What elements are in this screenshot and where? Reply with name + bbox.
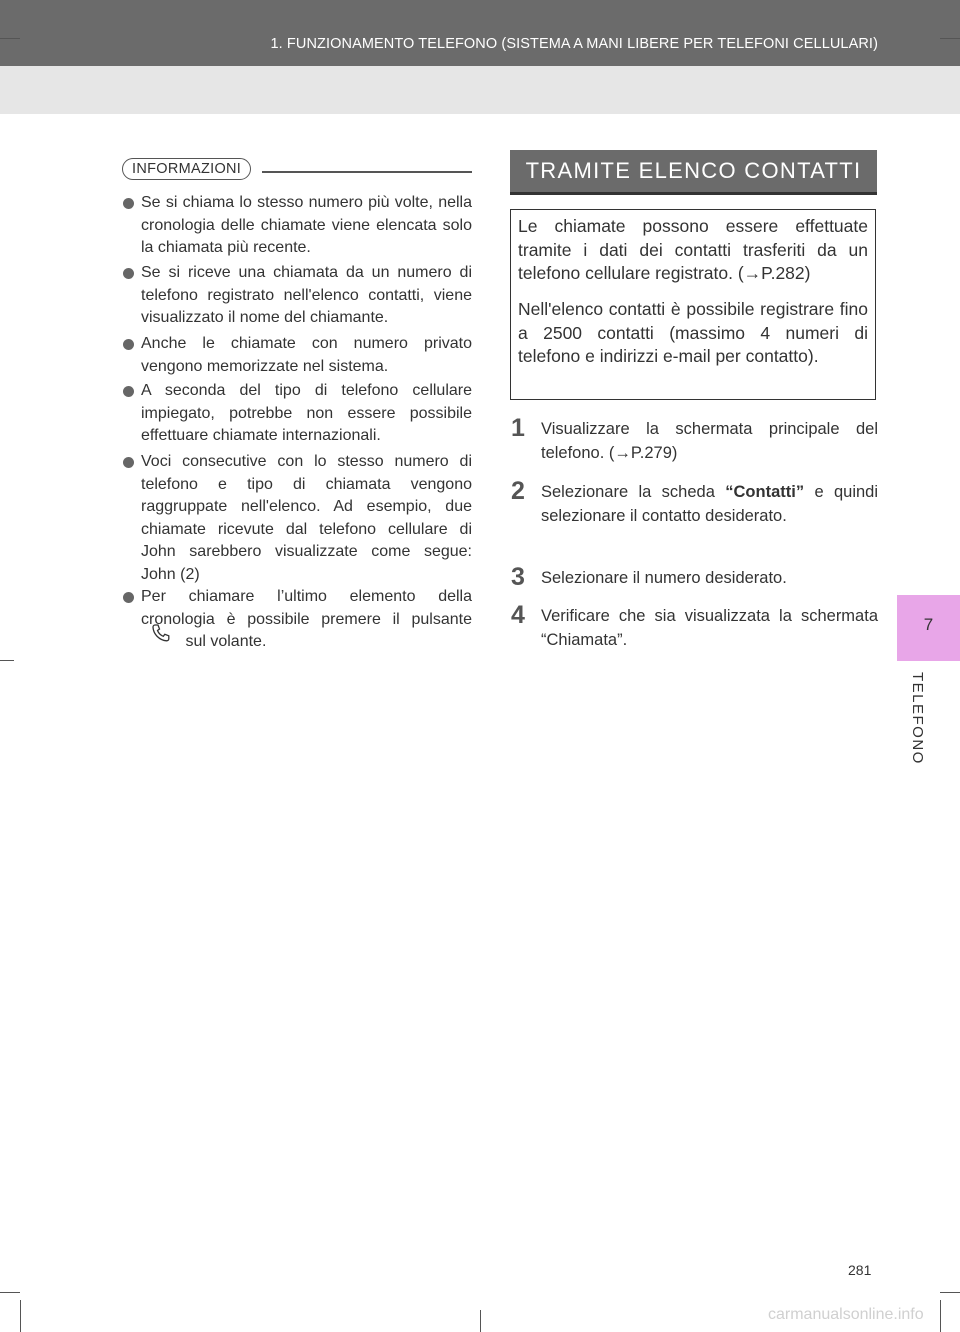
crop-mark — [940, 1300, 941, 1332]
info-bullet — [123, 262, 472, 330]
chapter-tab[interactable] — [897, 595, 960, 661]
chapter-tab-number: 7 — [923, 615, 934, 634]
step-number: 1 — [511, 414, 525, 442]
page-number: 281 — [848, 1262, 872, 1278]
step-number: 4 — [511, 601, 525, 629]
intro-box — [510, 209, 876, 400]
info-bullet-text: A seconda del tipo di telefono cellulare impiegato, potrebbe non essere possibile effettuare chiamate internazionali. — [141, 382, 472, 444]
info-bullet-text: Se si chiama lo stesso numero più volte, nella cronologia delle chiamate viene elencata solo la chiamata più recente. — [141, 194, 472, 256]
step-item — [511, 477, 878, 528]
watermark: carmanualsonline.info — [768, 1306, 924, 1323]
bullet-icon — [123, 198, 134, 209]
crop-mark — [0, 660, 14, 661]
step-item — [511, 563, 878, 591]
step-text — [511, 481, 878, 528]
info-badge: INFORMAZIONI — [122, 158, 251, 180]
section-header — [510, 150, 877, 192]
step-text: Visualizzare la schermata principale del telefono. (→P.279) — [541, 420, 878, 462]
info-bullet-text: Voci consecutive con lo stesso numero di telefono e tipo di chiamata vengono raggruppate nell'elenco. Ad esempio, due chiamate ricevute dal telefono cellulare di John sarebbero visualizzate come segue: John (2) — [141, 453, 472, 583]
step-item — [511, 414, 878, 465]
intro-paragraph: Le chiamate possono essere effettuate tramite i dati dei contatti trasferiti da un telefono cellulare registrato. (→P.282) — [518, 216, 868, 283]
info-bullet — [123, 192, 472, 260]
info-bullet — [123, 451, 472, 586]
bullet-icon — [123, 457, 134, 468]
info-bullet-text: Se si riceve una chiamata da un numero di telefono registrato nell'elenco contatti, viene visualizzato il nome del chiamante. — [141, 264, 472, 326]
step-text-after: e quindi selezionare il contatto desiderato. — [541, 483, 878, 525]
crop-mark — [480, 1310, 481, 1332]
crop-mark — [20, 1300, 21, 1332]
step-number: 2 — [511, 477, 525, 505]
info-bullet-text: Anche le chiamate con numero privato vengono memorizzate nel sistema. — [141, 335, 472, 375]
bullet-icon — [123, 386, 134, 397]
chapter-title: 1. FUNZIONAMENTO TELEFONO (SISTEMA A MANI LIBERE PER TELEFONI CELLULARI) — [270, 36, 878, 52]
bullet-icon — [123, 592, 134, 603]
step-text: Verificare che sia visualizzata la schermata “Chiamata”. — [541, 607, 878, 649]
crop-mark — [940, 38, 960, 39]
header-band — [0, 0, 960, 66]
crop-mark — [940, 1292, 960, 1293]
info-bullet-text — [123, 586, 472, 654]
info-bullet — [123, 586, 472, 654]
info-divider — [262, 171, 472, 173]
subheader-band — [0, 66, 960, 114]
chapter-tab-label: TELEFONO — [909, 672, 926, 765]
info-bullet-text-after: sul volante. — [185, 633, 267, 650]
info-bullet-text-before: Per chiamare l’ultimo elemento della cronologia è possibile premere il pulsante — [141, 588, 472, 628]
step-text: Selezionare il numero desiderato. — [541, 569, 787, 587]
step-item — [511, 601, 878, 652]
bullet-icon — [123, 268, 134, 279]
section-title: TRAMITE ELENCO CONTATTI — [525, 158, 862, 183]
intro-paragraph: Nell'elenco contatti è possibile registrare fino a 2500 contatti (massimo 4 numeri di telefono e indirizzi e-mail per contatto). — [518, 299, 868, 366]
crop-mark — [0, 1292, 20, 1293]
step-text-bold: “Contatti” — [725, 483, 805, 501]
bullet-icon — [123, 339, 134, 350]
info-bullet — [123, 333, 472, 378]
step-text-before: Selezionare la scheda — [541, 483, 715, 501]
crop-mark — [0, 38, 20, 39]
info-bullet — [123, 380, 472, 448]
step-number: 3 — [511, 563, 525, 591]
phone-icon — [141, 623, 181, 651]
